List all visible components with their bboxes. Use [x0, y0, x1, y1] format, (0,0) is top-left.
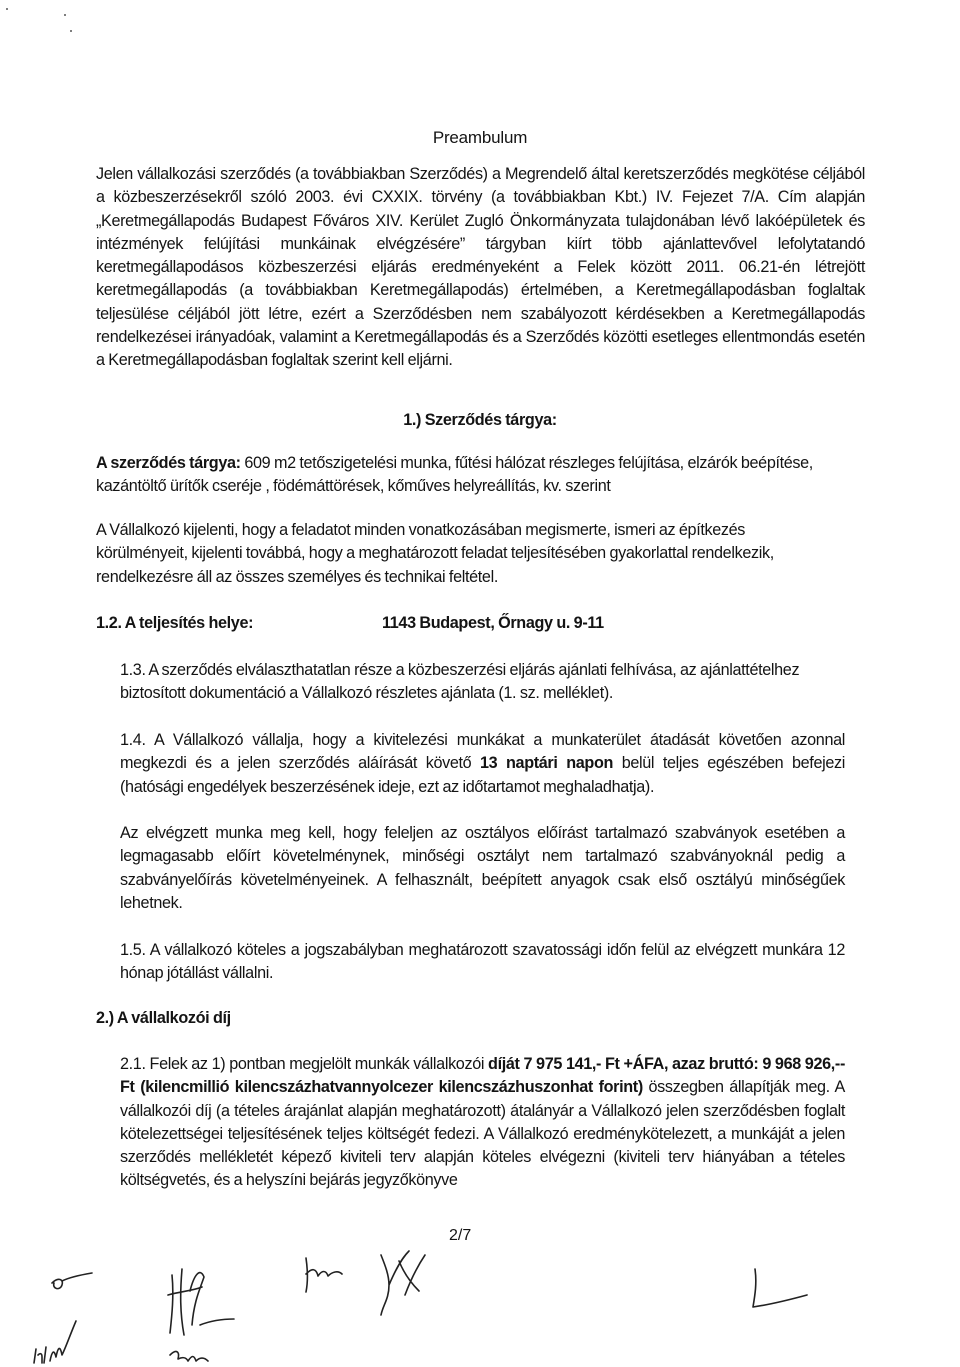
performance-place-value: 1143 Budapest, Őrnagy u. 9-11: [382, 614, 604, 632]
signature-initials: [300, 1250, 360, 1300]
contractor-declaration: A Vállalkozó kijelenti, hogy a feladatot minden vonatkozásában megismerte, ismeri az építkezés körülményeit, kijelenti továbbá, hogy a meghatározott feladat teljesítésében gyakorlattal rendelkezik, rendelkezésre áll az összes személyes és technikai feltétel.: [96, 521, 774, 586]
signature-initials: [160, 1255, 250, 1365]
signature-stroke: [753, 1269, 807, 1307]
signature-stroke: [168, 1269, 234, 1335]
section-2-heading: 2.) A vállalkozói díj: [96, 1009, 231, 1027]
quality-paragraph: Az elvégzett munka meg kell, hogy feleljen az osztályos előírást tartalmazó szabványok esetében a legmagasabb előírt követelménynek, minőségi osztályt nem tartalmazó szabványoknál pedig a szabványelőírás követelményeinek. A felhasznált, beépített anyagok csak első osztályú minőségűek lehetnek.: [120, 824, 845, 912]
signature-initials: [745, 1265, 815, 1315]
paragraph-1-5: 1.5. A vállalkozó köteles a jogszabályban meghatározott szavatossági időn felül az elvégzett munkára 12 hónap jótállást vállalni.: [120, 941, 845, 983]
signature-stroke: [306, 1258, 342, 1292]
signature-initials: [375, 1245, 435, 1325]
subject-text: 609 m2 tetőszigetelési munka, fűtési hálózat részleges felújítása, elzárók beépítése, kazántöltő ürítők cseréje , födémáttörések, kőműves helyreállítás, kv. szerint: [96, 454, 813, 496]
paragraph-2-1-text-b: összegben állapítják meg. A vállalkozói díj (a tételes árajánlat alapján meghatározott) átalányár a Vállalkozó jelen szerződésben foglalt kötelezettségei teljesítésének teljes költségét fedezi. A Vállalkozó eredménykötelezett, a munkáját a jelen szerződés mellékletét képező kiviteli terv alapján köteles elvégezni (kiviteli terv hiányában a tételes költségvetés, és a helyszíni bejárás jegyzőkönyve: [120, 1078, 845, 1190]
signature-stroke: [381, 1251, 425, 1315]
scan-speck: [6, 8, 8, 10]
preamble-paragraph: Jelen vállalkozási szerződés (a továbbiakban Szerződés) a Megrendelő által keretszerződés megkötése céljából a közbeszerzésekről szóló 2003. évi CXXIX. törvény (a továbbiakban Kbt.) IV. Fejezet 7/A. Cím alapján „Keretmegállapodás Budapest Főváros XIV. Kerület Zugló Önkormányzata tulajdonában lévő lakóépületek és intézmények felújítási munkáinak elvégzésére” tárgyban kiírt több ajánlattevővel lefolytatandó keretmegállapodásos közbeszerzési eljárás eredményeként a Felek között 2011. 06.21-én létrejött keretmegállapodás (a továbbiakban Keretmegállapodás) értelmében, a Keretmegállapodásban foglaltak teljesülése céljából jött létre, ezért a Szerződésben nem szabályozott kérdésekben a Keretmegállapodás rendelkezései irányadóak, valamint a Keretmegállapodás és a Szerződés közötti esetleges ellentmondás esetén a Keretmegállapodásban foglaltak szerint kell eljárni.: [96, 165, 865, 370]
paragraph-1-4: [120, 729, 845, 799]
subject-label: A szerződés tárgya:: [96, 454, 241, 472]
paragraph-1-4-text-a: 1.4. A Vállalkozó vállalja, hogy a kivitelezési munkákat a munkaterület átadását követően azonnal megkezdi és a jelen szerződés aláírását követő: [120, 731, 845, 773]
paragraph-1-3: 1.3. A szerződés elválaszthatatlan része a közbeszerzési eljárás ajánlati felhívása, az ajánlattételhez biztosított dokumentáció a Vállalkozó részletes ajánlata (1. sz. melléklet).: [120, 661, 800, 703]
paragraph-1-4-text-b: belül teljes egészében befejezi (hatósági engedélyek beszerzésének ideje, ezt az időtartamot meghaladhatja).: [120, 754, 845, 796]
signature-stroke: [52, 1273, 92, 1289]
subject-paragraph: [96, 452, 826, 499]
paragraph-2-1: [120, 1053, 845, 1193]
deadline-days: 13 naptári napon: [480, 754, 614, 773]
scan-speck: [70, 30, 72, 32]
page-title: Preambulum: [432, 128, 528, 147]
scan-speck: [64, 14, 66, 16]
paragraph-2-1-text-a: 2.1. Felek az 1) pontban megjelölt munkák vállalkozói: [120, 1055, 489, 1073]
fee-amount: díját 7 975 141,- Ft +ÁFA, azaz bruttó: 9 968 926,--Ft (kilencmillió kilencszázhatvannyolcezer kilencszázhuszonhat forint): [120, 1055, 845, 1097]
page-number: 2/7: [449, 1227, 472, 1244]
signature-initials: [30, 1255, 100, 1365]
signature-stroke: [170, 1352, 208, 1361]
section-1-heading: 1.) Szerződés tárgya:: [403, 411, 557, 429]
performance-place-label: 1.2. A teljesítés helye:: [96, 614, 254, 632]
signature-stroke: [34, 1321, 76, 1363]
